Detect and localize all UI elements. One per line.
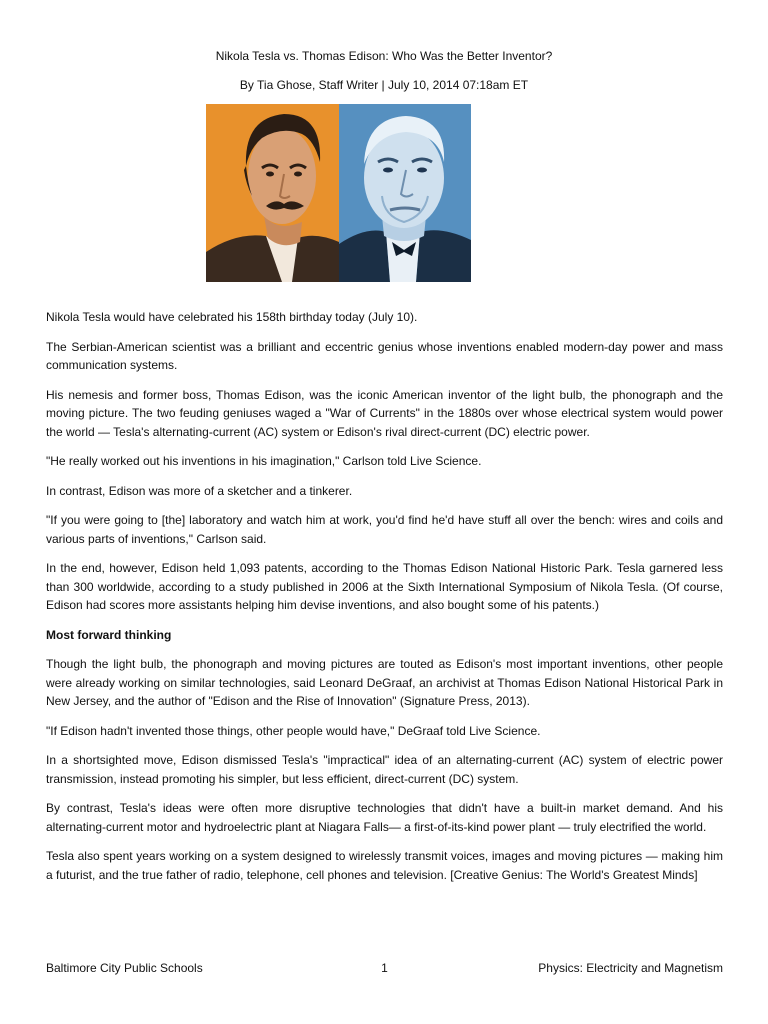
footer-course: Physics: Electricity and Magnetism bbox=[538, 961, 723, 975]
paragraph: "If Edison hadn't invented those things, other people would have," DeGraaf told Live Science. bbox=[46, 723, 541, 738]
paragraph: Nikola Tesla would have celebrated his 158th birthday today (July 10). bbox=[46, 310, 418, 324]
page-footer bbox=[46, 961, 723, 977]
paragraph: "He really worked out his inventions in his imagination," Carlson told Live Science. bbox=[46, 454, 482, 468]
article-title: Nikola Tesla vs. Thomas Edison: Who Was the Better Inventor? bbox=[215, 49, 553, 63]
tesla-edison-portrait-illustration bbox=[206, 104, 471, 282]
paragraph: "If you were going to [the] laboratory and watch him at work, you'd find he'd have stuff all over the bench: wires and coils and various parts of inventions," Carlson said. bbox=[46, 513, 723, 546]
page-number: 1 bbox=[381, 961, 388, 975]
paragraph: Though the light bulb, the phonograph and moving pictures are touted as Edison's most important inventions, other people were already working on similar technologies, said Leonard DeGraaf, an archivist at Thomas Edison National Historical Park in New Jersey, and the author of "Edison and the Rise of Innovation" (Signature Press, 2013). bbox=[46, 657, 723, 708]
article-body bbox=[46, 308, 723, 895]
paragraph: By contrast, Tesla's ideas were often more disruptive technologies that didn't have a built-in market demand. And his alternating-current motor and hydroelectric plant at Niagara Falls— a first-of-its-kind power plant — truly electrified the world. bbox=[46, 801, 723, 834]
paragraph: In contrast, Edison was more of a sketcher and a tinkerer. bbox=[46, 483, 353, 498]
paragraph: The Serbian-American scientist was a brilliant and eccentric genius whose inventions enabled modern-day power and mass communication systems. bbox=[46, 339, 723, 372]
paragraph: Tesla also spent years working on a system designed to wirelessly transmit voices, images and moving pictures — making him a futurist, and the true father of radio, telephone, cell phones and television. [Creative Genius: The World's Greatest Minds] bbox=[46, 849, 723, 882]
paragraph: In a shortsighted move, Edison dismissed Tesla's "impractical" idea of an alternating-current (AC) system of electric power transmission, instead promoting his simpler, but less efficient, direct-current (DC) system. bbox=[46, 753, 723, 786]
article-byline: By Tia Ghose, Staff Writer | July 10, 2014 07:18am ET bbox=[239, 78, 529, 92]
paragraph: In the end, however, Edison held 1,093 patents, according to the Thomas Edison National Historic Park. Tesla garnered less than 300 worldwide, according to a study published in 2006 at the Sixth International Symposium of Nikola Tesla. (Of course, Edison had scores more assistants helping him devise inventions, and also bought some of his patents.) bbox=[46, 561, 723, 612]
footer-school: Baltimore City Public Schools bbox=[46, 961, 203, 975]
section-heading: Most forward thinking bbox=[46, 627, 172, 642]
paragraph: His nemesis and former boss, Thomas Edison, was the iconic American inventor of the light bulb, the phonograph and the moving picture. The two feuding geniuses waged a "War of Currents" in the 1880s over whose electrical system would power the world — Tesla's alternating-current (AC) system or Edison's rival direct-current (DC) electric power. bbox=[46, 387, 723, 439]
portraits-image bbox=[206, 104, 471, 282]
